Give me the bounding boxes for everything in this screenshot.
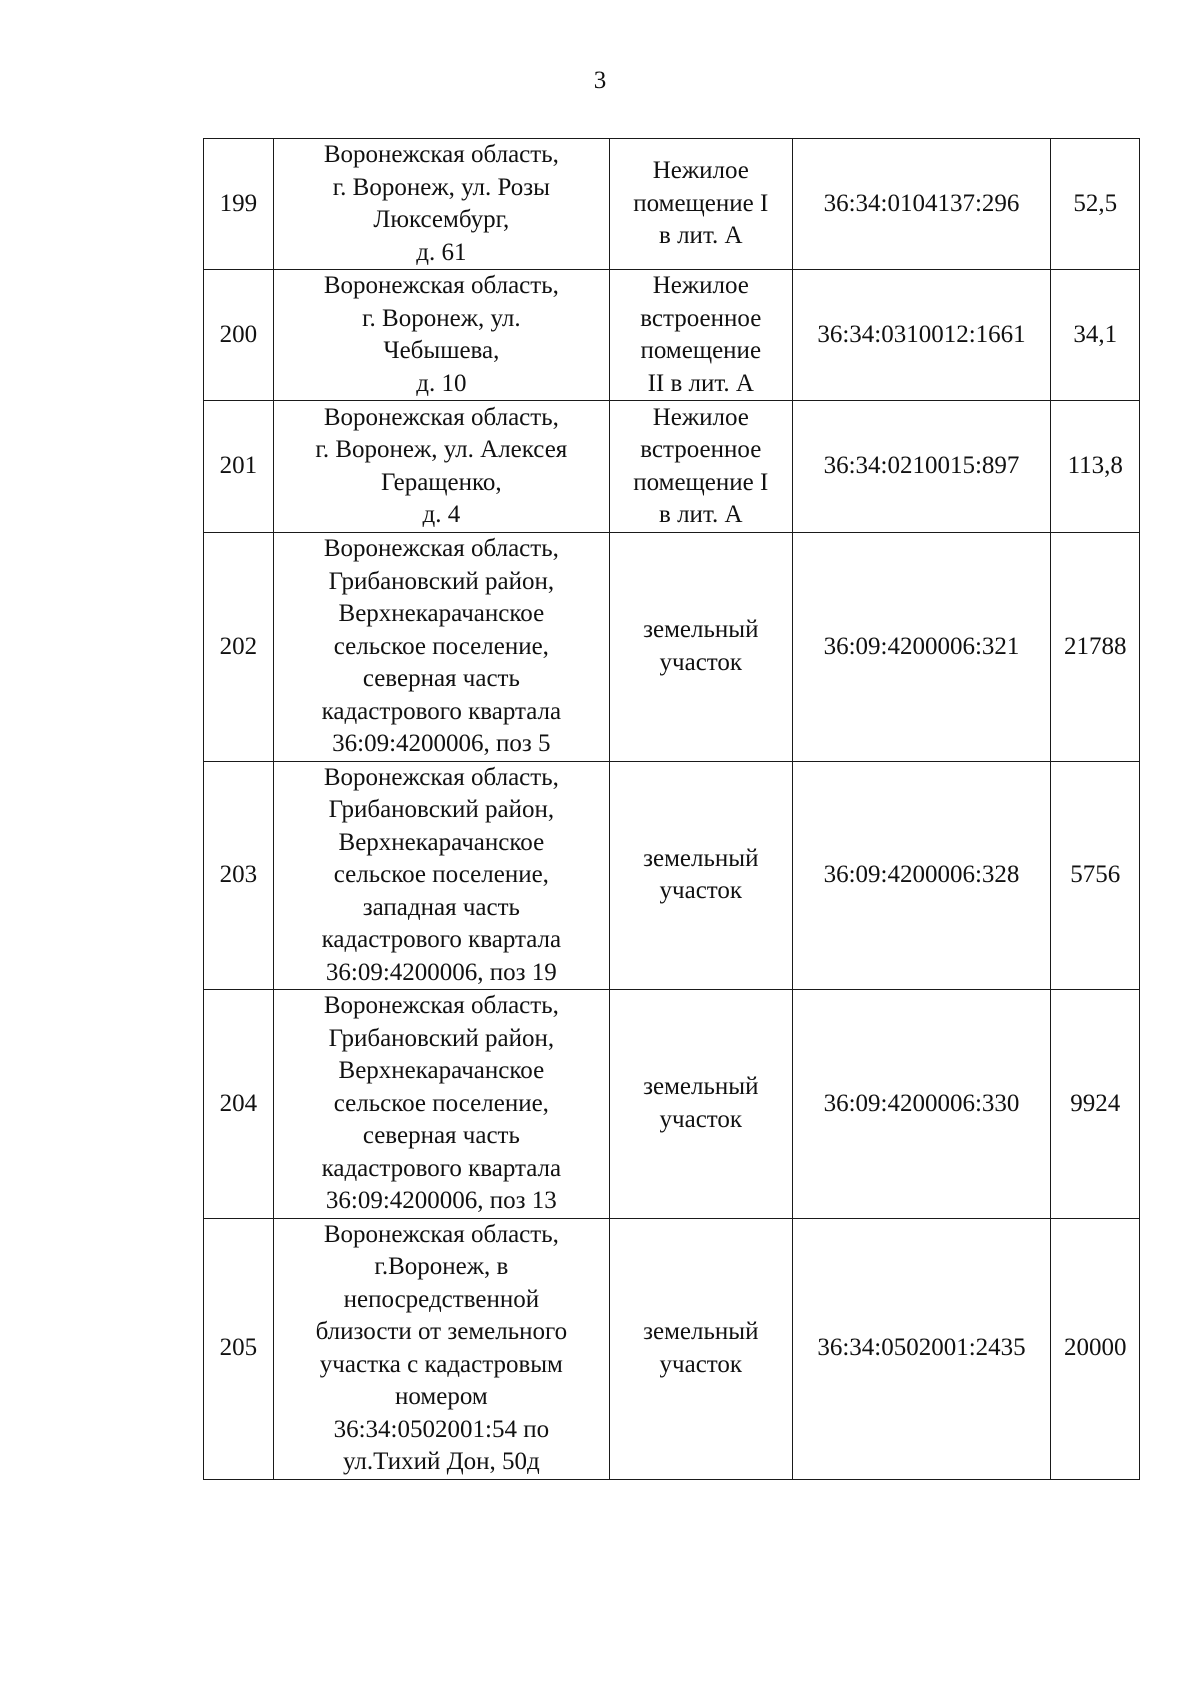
address-cell xyxy=(273,761,609,990)
row-number-cell xyxy=(204,270,274,401)
property-table xyxy=(203,138,1140,1480)
area-cell xyxy=(1051,139,1140,270)
cadastral-number-cell xyxy=(792,139,1051,270)
area-value: 52,5 xyxy=(1073,189,1118,217)
address-cell xyxy=(273,139,609,270)
object-type-cell xyxy=(610,270,793,401)
cadastral-number: 36:34:0310012:1661 xyxy=(817,320,1026,348)
cadastral-number-cell xyxy=(792,990,1051,1219)
address-text: Воронежская область, г. Воронеж, ул. Алексея Геращенко, д. 4 xyxy=(315,403,568,528)
area-cell xyxy=(1051,1218,1140,1479)
area-value: 5756 xyxy=(1070,861,1121,888)
area-cell xyxy=(1051,533,1140,762)
address-cell xyxy=(273,401,609,533)
row-number: 201 xyxy=(219,452,258,480)
row-number: 203 xyxy=(219,861,258,888)
table-row xyxy=(204,401,1140,533)
row-number-cell xyxy=(204,533,274,762)
row-number: 204 xyxy=(219,1089,258,1117)
address-cell xyxy=(273,1218,609,1479)
object-type-text: земельный участок xyxy=(643,1318,759,1378)
address-cell xyxy=(273,270,609,401)
row-number: 199 xyxy=(219,189,258,217)
row-number-cell xyxy=(204,990,274,1219)
cadastral-number-cell xyxy=(792,401,1051,533)
cadastral-number-cell xyxy=(792,1218,1051,1479)
address-text: Воронежская область, Грибановский район, Верхнекарачанское сельское поселение, северная часть кадастрового квартала 36:09:4200006, поз 13 xyxy=(321,992,562,1214)
area-cell xyxy=(1051,401,1140,533)
object-type-text: земельный участок xyxy=(643,1073,759,1133)
table-row xyxy=(204,1218,1140,1479)
area-cell xyxy=(1051,270,1140,401)
page-number: 3 xyxy=(593,67,607,94)
cadastral-number: 36:34:0502001:2435 xyxy=(817,1334,1026,1362)
row-number: 202 xyxy=(219,632,258,660)
address-cell xyxy=(273,990,609,1219)
table-row xyxy=(204,990,1140,1219)
row-number-cell xyxy=(204,401,274,533)
row-number: 205 xyxy=(219,1334,258,1362)
address-text: Воронежская область, Грибановский район, Верхнекарачанское сельское поселение, западная часть кадастрового квартала 36:09:4200006, поз 19 xyxy=(321,763,562,986)
address-text: Воронежская область, Грибановский район, Верхнекарачанское сельское поселение, северная часть кадастрового квартала 36:09:4200006, поз 5 xyxy=(321,535,562,757)
address-text: Воронежская область, г.Воронеж, в непосредственной близости от земельного участка с кадастровым номером 36:34:0502001:54 по ул.Тихий Дон, 50д xyxy=(315,1220,568,1475)
object-type-cell xyxy=(610,533,793,762)
object-type-text: Нежилое встроенное помещение I в лит. А xyxy=(633,403,769,528)
object-type-text: Нежилое помещение I в лит. А xyxy=(633,157,769,250)
cadastral-number: 36:09:4200006:321 xyxy=(823,632,1020,660)
table-row xyxy=(204,761,1140,990)
cadastral-number-cell xyxy=(792,761,1051,990)
address-cell xyxy=(273,533,609,762)
area-cell xyxy=(1051,990,1140,1219)
row-number-cell xyxy=(204,139,274,270)
object-type-cell xyxy=(610,401,793,533)
address-text: Воронежская область, г. Воронеж, ул. Чебышева, д. 10 xyxy=(323,272,559,397)
object-type-text: земельный участок xyxy=(643,616,759,676)
address-text: Воронежская область, г. Воронеж, ул. Розы Люксембург, д. 61 xyxy=(323,141,559,266)
area-value: 34,1 xyxy=(1073,320,1118,348)
object-type-cell xyxy=(610,139,793,270)
row-number-cell xyxy=(204,1218,274,1479)
area-value: 113,8 xyxy=(1067,452,1123,480)
row-number-cell xyxy=(204,761,274,990)
cadastral-number: 36:09:4200006:328 xyxy=(823,861,1020,888)
area-value: 21788 xyxy=(1063,632,1127,660)
table-row xyxy=(204,270,1140,401)
row-number: 200 xyxy=(219,320,258,348)
area-value: 20000 xyxy=(1063,1334,1127,1362)
cadastral-number: 36:09:4200006:330 xyxy=(823,1089,1020,1117)
object-type-cell xyxy=(610,761,793,990)
object-type-cell xyxy=(610,990,793,1219)
cadastral-number-cell xyxy=(792,533,1051,762)
cadastral-number-cell xyxy=(792,270,1051,401)
area-cell xyxy=(1051,761,1140,990)
table-row xyxy=(204,533,1140,762)
cadastral-number: 36:34:0210015:897 xyxy=(823,452,1020,480)
table-row xyxy=(204,139,1140,270)
object-type-text: Нежилое встроенное помещение II в лит. А xyxy=(640,272,762,397)
object-type-text: земельный участок xyxy=(643,844,759,905)
cadastral-number: 36:34:0104137:296 xyxy=(823,189,1020,217)
area-value: 9924 xyxy=(1070,1089,1121,1117)
object-type-cell xyxy=(610,1218,793,1479)
